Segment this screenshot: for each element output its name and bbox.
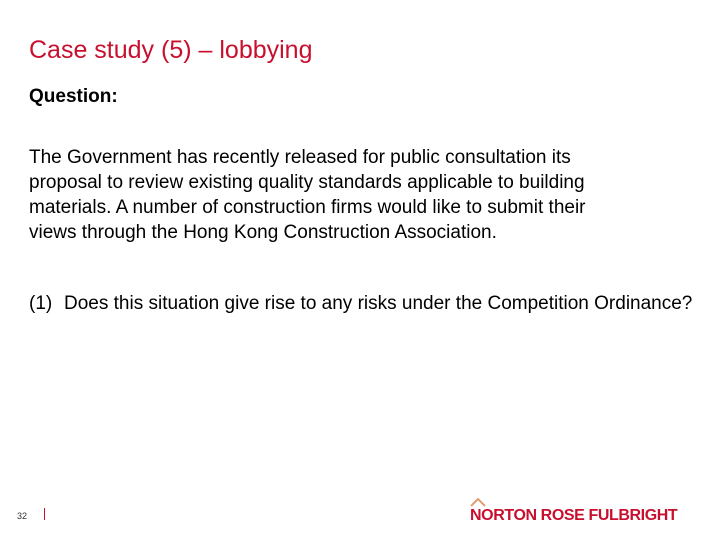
question-body: The Government has recently released for public consultation its proposal to review existing quality standards applicable to building materials. A number of construction firms would like to submit their views through the Hong Kong Construction Association. xyxy=(29,147,586,243)
chevron-mark-icon xyxy=(470,498,486,507)
list-item-text: Does this situation give rise to any risks under the Competition Ordinance? xyxy=(64,293,693,314)
question-list xyxy=(29,291,694,317)
list-item-number: (1) xyxy=(29,293,53,314)
question-label: Question: xyxy=(29,86,118,107)
logo-text: NORTON ROSE FULBRIGHT xyxy=(470,507,678,524)
page-number: 32 xyxy=(17,511,28,521)
company-logo xyxy=(470,498,695,528)
list-item xyxy=(29,291,694,317)
footer-divider xyxy=(44,508,45,520)
slide-title: Case study (5) – lobbying xyxy=(29,36,313,64)
